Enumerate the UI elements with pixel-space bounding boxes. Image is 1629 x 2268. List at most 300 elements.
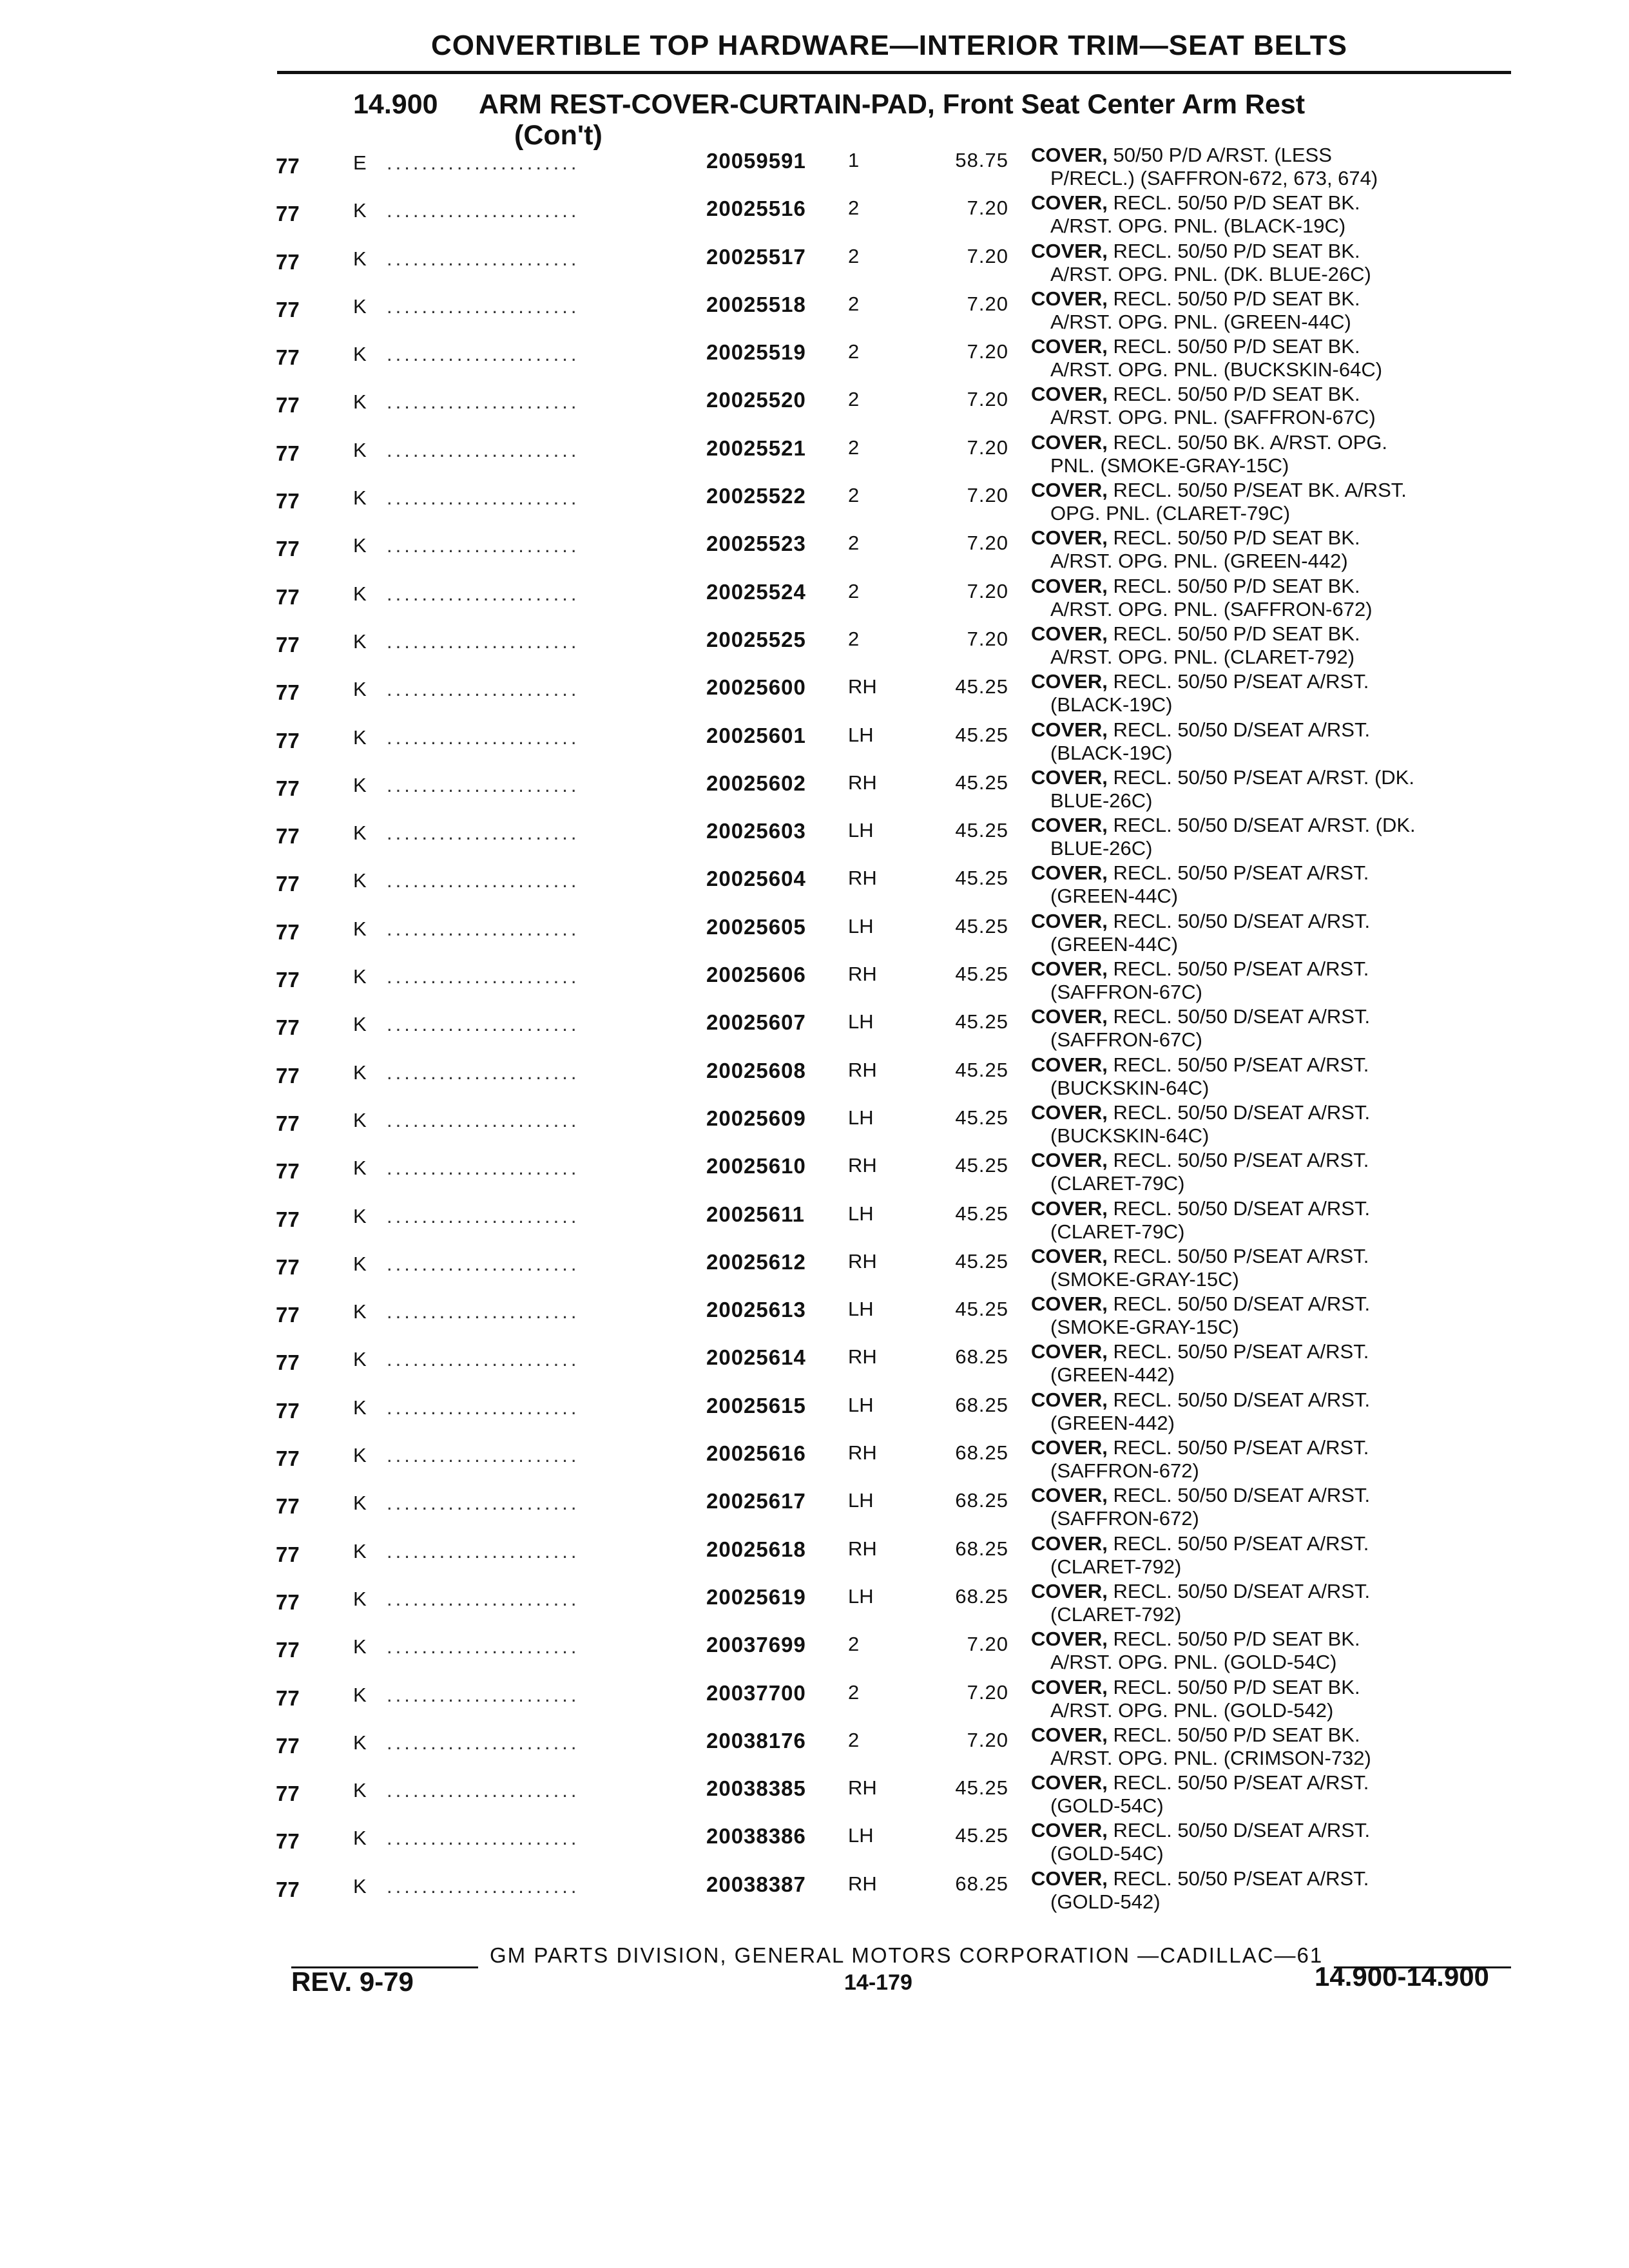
part-number-cell: 20025524 — [706, 579, 806, 604]
price-cell: 45.25 — [955, 819, 1008, 842]
description-line-1: RECL. 50/50 P/SEAT A/RST. — [1107, 861, 1369, 885]
year-cell: 77 — [276, 1590, 300, 1614]
year-cell: 77 — [276, 1733, 300, 1758]
description-keyword: COVER, — [1031, 1388, 1108, 1411]
description-line-1: RECL. 50/50 P/D SEAT BK. — [1107, 191, 1360, 215]
price-cell: 68.25 — [955, 1345, 1008, 1369]
price-cell: 45.25 — [955, 1298, 1008, 1321]
part-number-cell: 20025611 — [706, 1202, 805, 1226]
year-cell: 77 — [276, 1350, 300, 1375]
table-row — [0, 1725, 1629, 1773]
description-keyword: COVER, — [1031, 1723, 1108, 1746]
price-cell: 45.25 — [955, 914, 1008, 937]
price-cell: 45.25 — [955, 1154, 1008, 1177]
description-keyword: COVER, — [1031, 1340, 1108, 1363]
description-cell — [1031, 240, 1371, 286]
table-row — [0, 384, 1629, 432]
description-line-2: (GREEN-44C) — [1050, 932, 1179, 956]
part-number-cell: 20025613 — [706, 1298, 806, 1322]
code-cell: K — [353, 1731, 367, 1754]
description-line-1: RECL. 50/50 P/D SEAT BK. — [1107, 574, 1360, 597]
description-keyword: COVER, — [1031, 1196, 1108, 1220]
code-cell: K — [353, 1252, 367, 1275]
description-cell — [1031, 287, 1360, 334]
description-line-2: (GREEN-44C) — [1050, 885, 1179, 908]
code-cell: K — [353, 1300, 367, 1323]
part-number-cell: 20037700 — [706, 1680, 806, 1705]
part-number-cell: 20025518 — [706, 292, 806, 316]
quantity-cell: LH — [848, 1010, 874, 1033]
leader-dots: ...................... — [387, 1013, 580, 1036]
description-keyword: COVER, — [1031, 1053, 1108, 1076]
description-cell — [1031, 1053, 1369, 1100]
table-row — [0, 720, 1629, 767]
description-line-1: RECL. 50/50 D/SEAT A/RST. — [1107, 1196, 1371, 1220]
quantity-cell: 2 — [848, 388, 860, 411]
year-cell: 77 — [276, 632, 300, 657]
quantity-cell: RH — [848, 675, 877, 698]
description-line-2: (BLACK-19C) — [1050, 693, 1173, 716]
price-cell: 7.20 — [967, 436, 1008, 459]
leader-dots: ...................... — [387, 773, 580, 796]
description-line-2: A/RST. OPG. PNL. (CRIMSON-732) — [1050, 1746, 1371, 1769]
quantity-cell: LH — [848, 914, 874, 937]
year-cell: 77 — [276, 1877, 300, 1901]
description-keyword: COVER, — [1031, 1244, 1108, 1267]
description-line-1: RECL. 50/50 P/D SEAT BK. — [1107, 383, 1360, 406]
description-cell — [1031, 1197, 1370, 1244]
description-line-2: (CLARET-792) — [1050, 1555, 1182, 1578]
description-cell — [1031, 814, 1416, 860]
description-cell — [1031, 1101, 1370, 1148]
description-line-2: A/RST. OPG. PNL. (CLARET-792) — [1050, 645, 1355, 668]
description-keyword: COVER, — [1031, 1819, 1108, 1842]
price-cell: 45.25 — [955, 867, 1008, 890]
description-line-1: RECL. 50/50 P/SEAT A/RST. — [1107, 1436, 1369, 1459]
year-cell: 77 — [276, 154, 300, 178]
description-line-2: OPG. PNL. (CLARET-79C) — [1050, 502, 1291, 525]
description-keyword: COVER, — [1031, 239, 1108, 262]
leader-dots: ...................... — [387, 294, 580, 318]
part-number-cell: 20025607 — [706, 1010, 806, 1035]
part-number-cell: 20025600 — [706, 675, 806, 700]
quantity-cell: 2 — [848, 292, 860, 315]
year-cell: 77 — [276, 1111, 300, 1135]
description-keyword: COVER, — [1031, 1293, 1108, 1316]
year-cell: 77 — [276, 1542, 300, 1566]
price-cell: 7.20 — [967, 197, 1008, 220]
description-line-1: RECL. 50/50 P/D SEAT BK. — [1107, 1628, 1360, 1651]
price-cell: 45.25 — [955, 1106, 1008, 1129]
description-cell — [1031, 1245, 1369, 1291]
leader-dots: ...................... — [387, 582, 580, 605]
description-keyword: COVER, — [1031, 1867, 1108, 1890]
table-row — [0, 1581, 1629, 1629]
year-cell: 77 — [276, 968, 300, 992]
code-cell: K — [353, 1683, 367, 1706]
quantity-cell: 2 — [848, 436, 860, 459]
price-cell: 45.25 — [955, 675, 1008, 698]
part-number-cell: 20038385 — [706, 1776, 806, 1801]
description-line-2: A/RST. OPG. PNL. (BUCKSKIN-64C) — [1050, 358, 1383, 381]
code-cell: K — [353, 678, 367, 701]
description-keyword: COVER, — [1031, 1532, 1108, 1555]
description-cell — [1031, 1389, 1370, 1435]
code-cell: K — [353, 1587, 367, 1610]
year-cell: 77 — [276, 1207, 300, 1231]
year-cell: 77 — [276, 1303, 300, 1327]
description-line-1: RECL. 50/50 D/SEAT A/RST. — [1107, 1293, 1371, 1316]
description-line-1: RECL. 50/50 D/SEAT A/RST. — [1107, 909, 1371, 932]
table-row — [0, 1150, 1629, 1198]
description-line-2: PNL. (SMOKE-GRAY-15C) — [1050, 454, 1289, 477]
table-row — [0, 576, 1629, 624]
description-line-2: (BUCKSKIN-64C) — [1050, 1124, 1210, 1147]
description-line-2: A/RST. OPG. PNL. (GOLD-54C) — [1050, 1651, 1337, 1674]
quantity-cell: RH — [848, 1249, 877, 1273]
description-line-1: RECL. 50/50 D/SEAT A/RST. — [1107, 1819, 1371, 1842]
table-row — [0, 1294, 1629, 1341]
price-cell: 7.20 — [967, 388, 1008, 411]
price-cell: 7.20 — [967, 484, 1008, 507]
page-header-title: CONVERTIBLE TOP HARDWARE—INTERIOR TRIM—SEAT BELTS — [430, 30, 1347, 61]
quantity-cell: RH — [848, 867, 877, 890]
code-cell: K — [353, 438, 367, 461]
table-row — [0, 1820, 1629, 1868]
part-number-cell: 20025603 — [706, 819, 806, 843]
description-line-1: RECL. 50/50 D/SEAT A/RST. — [1107, 1579, 1371, 1602]
leader-dots: ...................... — [387, 822, 580, 845]
description-cell — [1031, 1867, 1369, 1914]
code-cell: K — [353, 1204, 367, 1227]
description-keyword: COVER, — [1031, 1579, 1108, 1602]
leader-dots: ...................... — [387, 1252, 580, 1275]
description-keyword: COVER, — [1031, 622, 1108, 645]
leader-dots: ...................... — [387, 726, 580, 749]
description-keyword: COVER, — [1031, 1484, 1108, 1507]
leader-dots: ...................... — [387, 1396, 580, 1419]
leader-dots: ...................... — [387, 1300, 580, 1323]
part-number-cell: 20025608 — [706, 1058, 806, 1082]
price-cell: 45.25 — [955, 771, 1008, 794]
price-cell: 7.20 — [967, 1680, 1008, 1704]
description-cell — [1031, 766, 1414, 812]
footer-revision: REV. 9-79 — [291, 1966, 414, 1997]
year-cell: 77 — [276, 202, 300, 226]
description-keyword: COVER, — [1031, 718, 1108, 741]
code-cell: K — [353, 486, 367, 510]
description-cell — [1031, 861, 1369, 908]
part-number-cell: 20038176 — [706, 1728, 806, 1753]
section-number: 14.900 — [353, 89, 438, 120]
description-cell — [1031, 1819, 1370, 1865]
description-line-2: A/RST. OPG. PNL. (GOLD-542) — [1050, 1698, 1334, 1722]
price-cell: 45.25 — [955, 723, 1008, 746]
code-cell: K — [353, 1635, 367, 1658]
quantity-cell: LH — [848, 723, 874, 746]
section-heading — [353, 89, 1306, 151]
description-cell — [1031, 1340, 1369, 1387]
year-cell: 77 — [276, 824, 300, 849]
part-number-cell: 20038387 — [706, 1872, 806, 1896]
price-cell: 45.25 — [955, 1824, 1008, 1847]
quantity-cell: RH — [848, 1441, 877, 1465]
description-cell — [1031, 526, 1360, 573]
quantity-cell: 1 — [848, 149, 860, 171]
year-cell: 77 — [276, 1782, 300, 1806]
table-row — [0, 145, 1629, 193]
description-line-2: BLUE-26C) — [1050, 837, 1153, 860]
code-cell: K — [353, 1157, 367, 1180]
quantity-cell: 2 — [848, 627, 860, 650]
part-number-cell: 20025519 — [706, 340, 806, 365]
quantity-cell: 2 — [848, 484, 860, 507]
year-cell: 77 — [276, 441, 300, 465]
description-cell — [1031, 1005, 1370, 1052]
description-keyword: COVER, — [1031, 1628, 1108, 1651]
description-keyword: COVER, — [1031, 1771, 1108, 1794]
table-row — [0, 1246, 1629, 1294]
year-cell: 77 — [276, 249, 300, 274]
code-cell: E — [353, 151, 367, 174]
year-cell: 77 — [276, 872, 300, 896]
part-number-cell: 20025618 — [706, 1537, 806, 1561]
description-line-1: RECL. 50/50 P/SEAT A/RST. — [1107, 1149, 1369, 1172]
year-cell: 77 — [276, 1398, 300, 1423]
quantity-cell: LH — [848, 1106, 874, 1129]
price-cell: 7.20 — [967, 579, 1008, 602]
code-cell: K — [353, 822, 367, 845]
description-line-2: (SMOKE-GRAY-15C) — [1050, 1267, 1239, 1291]
description-cell — [1031, 191, 1360, 238]
description-line-2: (SAFFRON-672) — [1050, 1459, 1199, 1483]
description-cell — [1031, 1532, 1369, 1579]
description-line-1: RECL. 50/50 P/D SEAT BK. — [1107, 335, 1360, 358]
description-keyword: COVER, — [1031, 383, 1108, 406]
year-cell: 77 — [276, 776, 300, 800]
description-line-2: (BUCKSKIN-64C) — [1050, 1076, 1210, 1099]
description-cell — [1031, 1293, 1370, 1339]
leader-dots: ...................... — [387, 1444, 580, 1467]
quantity-cell: RH — [848, 771, 877, 794]
description-cell — [1031, 670, 1369, 716]
part-number-cell: 20025609 — [706, 1106, 806, 1130]
description-keyword: COVER, — [1031, 1005, 1108, 1028]
code-cell: K — [353, 1108, 367, 1131]
code-cell: K — [353, 582, 367, 605]
part-number-cell: 20025523 — [706, 532, 806, 556]
description-cell — [1031, 479, 1407, 525]
part-number-cell: 20025614 — [706, 1345, 806, 1370]
description-keyword: COVER, — [1031, 479, 1108, 502]
price-cell: 58.75 — [955, 149, 1008, 171]
description-keyword: COVER, — [1031, 814, 1108, 837]
quantity-cell: RH — [848, 1537, 877, 1560]
part-number-cell: 20025602 — [706, 771, 806, 795]
year-cell: 77 — [276, 1638, 300, 1662]
quantity-cell: 2 — [848, 532, 860, 555]
leader-dots: ...................... — [387, 1108, 580, 1131]
description-keyword: COVER, — [1031, 670, 1108, 693]
quantity-cell: LH — [848, 1202, 874, 1225]
description-cell — [1031, 957, 1369, 1004]
description-line-1: RECL. 50/50 P/D SEAT BK. — [1107, 287, 1360, 310]
table-row — [0, 336, 1629, 384]
description-cell — [1031, 1771, 1369, 1818]
price-cell: 45.25 — [955, 1010, 1008, 1033]
quantity-cell: LH — [848, 1298, 874, 1321]
year-cell: 77 — [276, 393, 300, 418]
leader-dots: ...................... — [387, 678, 580, 701]
price-cell: 68.25 — [955, 1489, 1008, 1512]
code-cell: K — [353, 1013, 367, 1036]
description-keyword: COVER, — [1031, 287, 1108, 310]
parts-list — [0, 145, 1629, 1916]
code-cell: K — [353, 1396, 367, 1419]
quantity-cell: RH — [848, 963, 877, 986]
description-keyword: COVER, — [1031, 144, 1108, 166]
code-cell: K — [353, 199, 367, 222]
price-cell: 68.25 — [955, 1393, 1008, 1416]
description-line-1: 50/50 P/D A/RST. (LESS — [1107, 144, 1332, 166]
code-cell: K — [353, 390, 367, 414]
year-cell: 77 — [276, 584, 300, 609]
description-line-2: (GOLD-542) — [1050, 1890, 1161, 1913]
description-line-2: (GOLD-54C) — [1050, 1794, 1164, 1818]
leader-dots: ...................... — [387, 486, 580, 510]
description-line-2: A/RST. OPG. PNL. (GREEN-442) — [1050, 550, 1348, 573]
price-cell: 45.25 — [955, 1776, 1008, 1800]
price-cell: 68.25 — [955, 1441, 1008, 1465]
part-number-cell: 20025521 — [706, 436, 806, 460]
price-cell: 45.25 — [955, 1202, 1008, 1225]
description-cell — [1031, 910, 1370, 956]
table-row — [0, 480, 1629, 528]
description-cell — [1031, 431, 1387, 477]
year-cell: 77 — [276, 919, 300, 944]
leader-dots: ...................... — [387, 965, 580, 988]
description-keyword: COVER, — [1031, 526, 1108, 550]
table-row — [0, 959, 1629, 1006]
part-number-cell: 20025525 — [706, 627, 806, 651]
description-line-1: RECL. 50/50 P/D SEAT BK. — [1107, 1675, 1360, 1698]
table-row — [0, 1102, 1629, 1150]
code-cell: K — [353, 629, 367, 653]
year-cell: 77 — [276, 1446, 300, 1471]
description-line-1: RECL. 50/50 D/SEAT A/RST. (DK. — [1107, 814, 1416, 837]
quantity-cell: 2 — [848, 1680, 860, 1704]
footer-publisher: GM PARTS DIVISION, GENERAL MOTORS CORPORATION —CADILLAC—61 — [490, 1943, 1324, 1967]
description-line-2: (GOLD-54C) — [1050, 1842, 1164, 1865]
leader-dots: ...................... — [387, 343, 580, 366]
price-cell: 7.20 — [967, 627, 1008, 650]
part-number-cell: 20025606 — [706, 963, 806, 987]
table-row — [0, 863, 1629, 910]
description-line-2: (SAFFRON-672) — [1050, 1507, 1199, 1530]
description-line-2: A/RST. OPG. PNL. (DK. BLUE-26C) — [1050, 262, 1371, 285]
description-line-2: A/RST. OPG. PNL. (SAFFRON-67C) — [1050, 406, 1376, 429]
code-cell: K — [353, 1444, 367, 1467]
description-line-1: RECL. 50/50 P/SEAT A/RST. — [1107, 1244, 1369, 1267]
table-row — [0, 767, 1629, 815]
part-number-cell: 20037699 — [706, 1633, 806, 1657]
description-cell — [1031, 144, 1378, 190]
quantity-cell: 2 — [848, 579, 860, 602]
description-cell — [1031, 335, 1382, 381]
part-number-cell: 20059591 — [706, 149, 806, 173]
description-keyword: COVER, — [1031, 957, 1108, 981]
description-line-1: RECL. 50/50 P/SEAT A/RST. — [1107, 1771, 1369, 1794]
description-line-1: RECL. 50/50 D/SEAT A/RST. — [1107, 1484, 1371, 1507]
description-keyword: COVER, — [1031, 1436, 1108, 1459]
description-line-1: RECL. 50/50 P/SEAT A/RST. — [1107, 1867, 1369, 1890]
description-line-1: RECL. 50/50 D/SEAT A/RST. — [1107, 1005, 1371, 1028]
price-cell: 7.20 — [967, 1633, 1008, 1656]
description-line-2: P/RECL.) (SAFFRON-672, 673, 674) — [1050, 167, 1378, 189]
section-title: ARM REST-COVER-CURTAIN-PAD, Front Seat Center Arm Rest — [479, 89, 1306, 120]
year-cell: 77 — [276, 1254, 300, 1279]
code-cell: K — [353, 1827, 367, 1850]
quantity-cell: LH — [848, 1489, 874, 1512]
price-cell: 68.25 — [955, 1584, 1008, 1608]
description-line-2: (SAFFRON-67C) — [1050, 981, 1202, 1004]
quantity-cell: LH — [848, 1393, 874, 1416]
table-row — [0, 1677, 1629, 1725]
description-line-2: A/RST. OPG. PNL. (BLACK-19C) — [1050, 215, 1346, 238]
quantity-cell: RH — [848, 1058, 877, 1081]
code-cell: K — [353, 726, 367, 749]
quantity-cell: LH — [848, 1584, 874, 1608]
description-cell — [1031, 1484, 1370, 1530]
part-number-cell: 20025612 — [706, 1249, 806, 1274]
footer-section-range: 14.900-14.900 — [1315, 1961, 1489, 1992]
description-cell — [1031, 718, 1370, 765]
part-number-cell: 20025617 — [706, 1489, 806, 1514]
table-row — [0, 1006, 1629, 1054]
year-cell: 77 — [276, 1159, 300, 1184]
price-cell: 7.20 — [967, 292, 1008, 315]
table-row — [0, 1485, 1629, 1533]
description-line-1: RECL. 50/50 P/D SEAT BK. — [1107, 239, 1360, 262]
part-number-cell: 20025520 — [706, 388, 806, 412]
year-cell: 77 — [276, 1494, 300, 1519]
description-keyword: COVER, — [1031, 191, 1108, 215]
part-number-cell: 20025619 — [706, 1584, 806, 1609]
price-cell: 68.25 — [955, 1537, 1008, 1560]
part-number-cell: 20025604 — [706, 867, 806, 891]
price-cell: 68.25 — [955, 1872, 1008, 1895]
table-row — [0, 815, 1629, 863]
quantity-cell: LH — [848, 1824, 874, 1847]
description-line-1: RECL. 50/50 P/D SEAT BK. — [1107, 526, 1360, 550]
description-line-2: (GREEN-442) — [1050, 1411, 1175, 1434]
quantity-cell: RH — [848, 1345, 877, 1369]
description-line-1: RECL. 50/50 P/D SEAT BK. — [1107, 622, 1360, 645]
table-row — [0, 1629, 1629, 1677]
year-cell: 77 — [276, 345, 300, 370]
description-cell — [1031, 1436, 1369, 1483]
description-line-2: (CLARET-79C) — [1050, 1220, 1185, 1243]
table-row — [0, 528, 1629, 575]
quantity-cell: 2 — [848, 340, 860, 363]
price-cell: 45.25 — [955, 963, 1008, 986]
leader-dots: ...................... — [387, 917, 580, 940]
table-row — [0, 1437, 1629, 1485]
quantity-cell: 2 — [848, 1728, 860, 1751]
price-cell: 7.20 — [967, 244, 1008, 267]
description-keyword: COVER, — [1031, 1100, 1108, 1124]
year-cell: 77 — [276, 680, 300, 705]
